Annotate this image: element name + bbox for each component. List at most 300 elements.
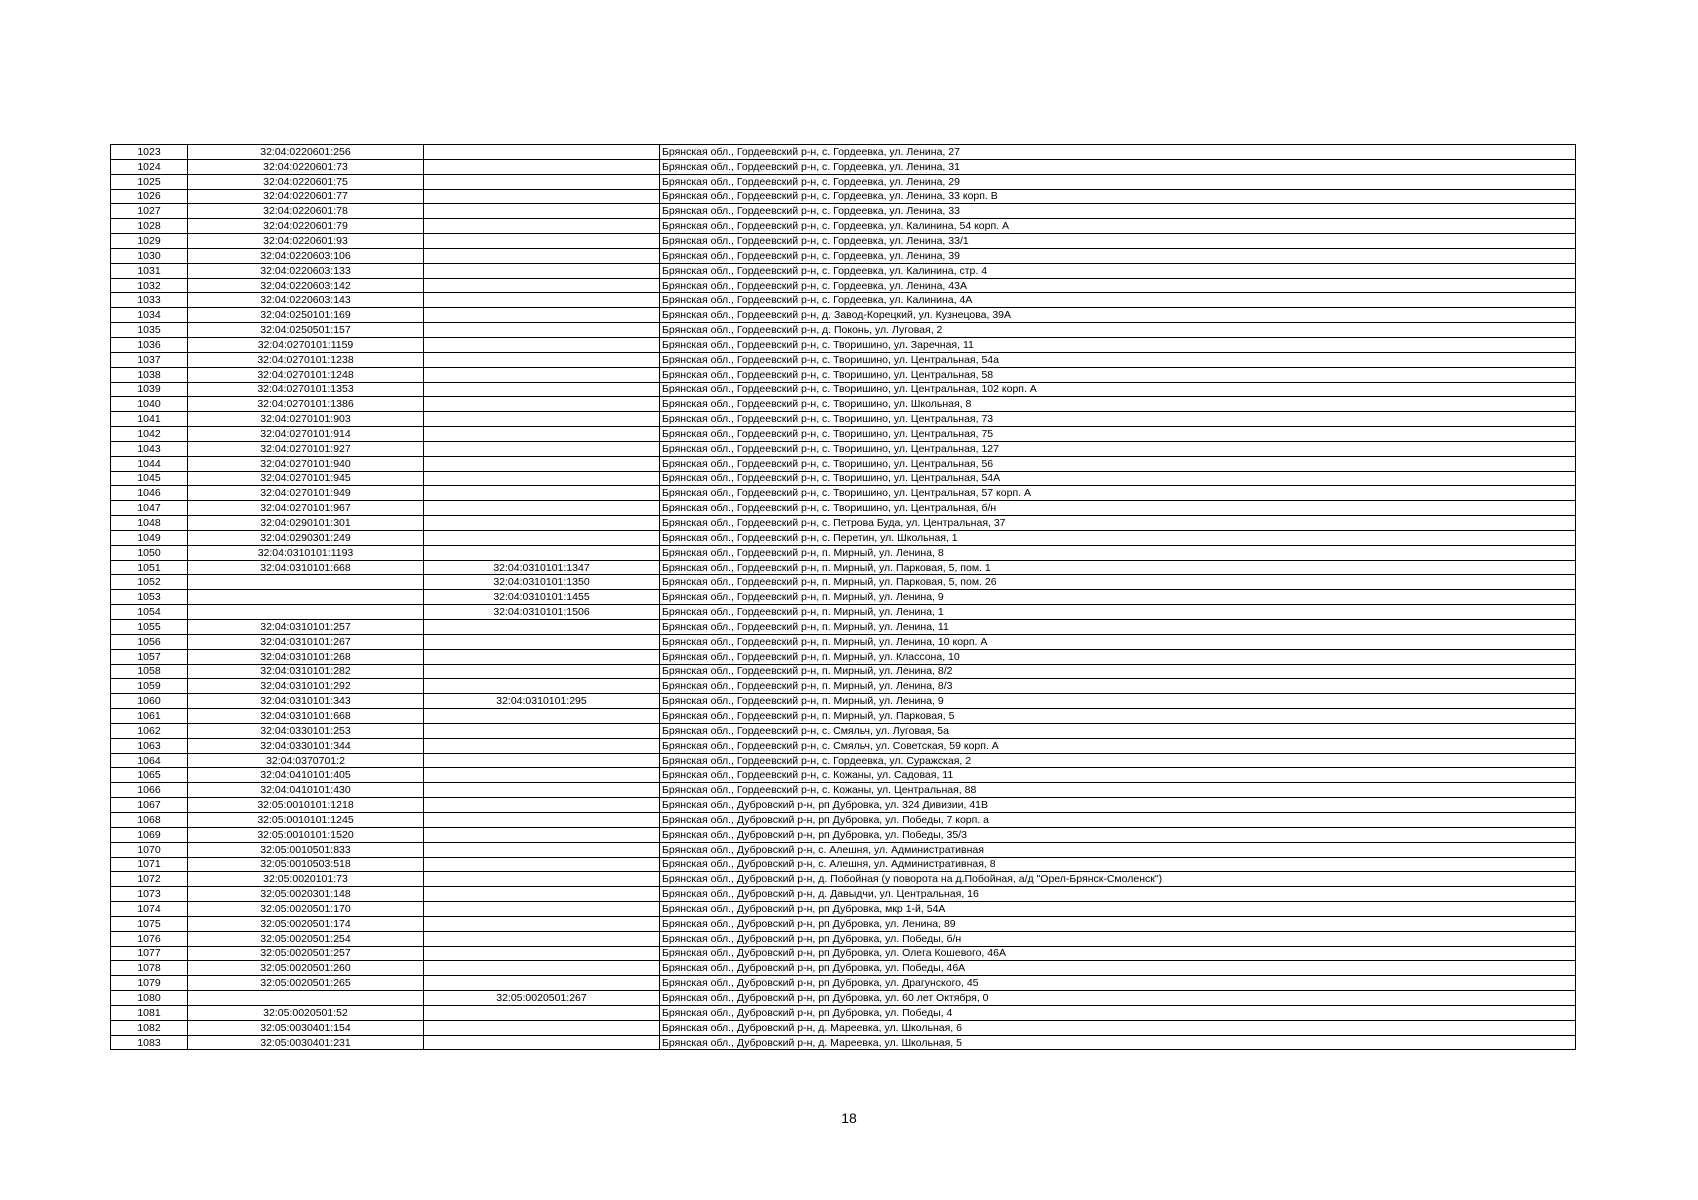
- table-row: [111, 337, 1576, 352]
- cadastral-number-cell: 32:04:0220603:106: [188, 248, 424, 263]
- table-row: [111, 679, 1576, 694]
- table-row: [111, 694, 1576, 709]
- address-cell: Брянская обл., Гордеевский р-н, п. Мирный, ул. Парковая, 5, пом. 26: [660, 575, 1576, 590]
- cadastral-number-cell: [188, 991, 424, 1006]
- row-number-cell: 1029: [111, 234, 188, 249]
- address-cell: Брянская обл., Гордеевский р-н, с. Творишино, ул. Центральная, 102 корп. А: [660, 382, 1576, 397]
- address-cell: Брянская обл., Дубровский р-н, рп Дубровка, мкр 1-й, 54А: [660, 902, 1576, 917]
- related-cadastral-number-cell: [424, 516, 660, 531]
- address-cell: Брянская обл., Гордеевский р-н, с. Гордеевка, ул. Ленина, 43А: [660, 278, 1576, 293]
- related-cadastral-number-cell: [424, 382, 660, 397]
- cadastral-number-cell: [188, 575, 424, 590]
- table-row: [111, 308, 1576, 323]
- table-row: [111, 397, 1576, 412]
- row-number-cell: 1062: [111, 723, 188, 738]
- address-cell: Брянская обл., Гордеевский р-н, п. Мирный, ул. Ленина, 8/3: [660, 679, 1576, 694]
- cadastral-number-cell: 32:05:0030401:154: [188, 1020, 424, 1035]
- address-cell: Брянская обл., Гордеевский р-н, с. Творишино, ул. Заречная, 11: [660, 337, 1576, 352]
- address-cell: Брянская обл., Дубровский р-н, рп Дубровка, ул. Олега Кошевого, 46А: [660, 946, 1576, 961]
- related-cadastral-number-cell: [424, 293, 660, 308]
- table-row: [111, 798, 1576, 813]
- row-number-cell: 1030: [111, 248, 188, 263]
- row-number-cell: 1070: [111, 842, 188, 857]
- address-cell: Брянская обл., Гордеевский р-н, с. Гордеевка, ул. Калинина, стр. 4: [660, 263, 1576, 278]
- table-row: [111, 753, 1576, 768]
- row-number-cell: 1074: [111, 902, 188, 917]
- cadastral-number-cell: 32:04:0410101:430: [188, 783, 424, 798]
- related-cadastral-number-cell: [424, 649, 660, 664]
- cadastral-number-cell: 32:05:0020301:148: [188, 887, 424, 902]
- row-number-cell: 1039: [111, 382, 188, 397]
- address-cell: Брянская обл., Гордеевский р-н, п. Мирный, ул. Ленина, 1: [660, 605, 1576, 620]
- related-cadastral-number-cell: [424, 946, 660, 961]
- row-number-cell: 1057: [111, 649, 188, 664]
- related-cadastral-number-cell: 32:04:0310101:1347: [424, 560, 660, 575]
- cadastral-number-cell: 32:04:0270101:903: [188, 412, 424, 427]
- cadastral-number-cell: 32:04:0310101:267: [188, 634, 424, 649]
- related-cadastral-number-cell: 32:04:0310101:1455: [424, 590, 660, 605]
- cadastral-number-cell: 32:05:0010503:518: [188, 857, 424, 872]
- related-cadastral-number-cell: [424, 471, 660, 486]
- cadastral-number-cell: 32:05:0020501:265: [188, 976, 424, 991]
- row-number-cell: 1067: [111, 798, 188, 813]
- related-cadastral-number-cell: [424, 976, 660, 991]
- table-row: [111, 545, 1576, 560]
- address-cell: Брянская обл., Дубровский р-н, рп Дубровка, ул. 60 лет Октября, 0: [660, 991, 1576, 1006]
- cadastral-number-cell: 32:04:0270101:945: [188, 471, 424, 486]
- address-cell: Брянская обл., Гордеевский р-н, с. Смяльч, ул. Советская, 59 корп. А: [660, 738, 1576, 753]
- related-cadastral-number-cell: [424, 486, 660, 501]
- table-row: [111, 145, 1576, 160]
- related-cadastral-number-cell: [424, 367, 660, 382]
- cadastral-number-cell: 32:04:0370701:2: [188, 753, 424, 768]
- cadastral-number-cell: 32:05:0020501:254: [188, 931, 424, 946]
- row-number-cell: 1043: [111, 441, 188, 456]
- row-number-cell: 1071: [111, 857, 188, 872]
- address-cell: Брянская обл., Гордеевский р-н, п. Мирный, ул. Ленина, 11: [660, 620, 1576, 635]
- table-row: [111, 887, 1576, 902]
- row-number-cell: 1066: [111, 783, 188, 798]
- related-cadastral-number-cell: [424, 961, 660, 976]
- cadastral-number-cell: 32:04:0310101:268: [188, 649, 424, 664]
- related-cadastral-number-cell: [424, 827, 660, 842]
- address-cell: Брянская обл., Гордеевский р-н, с. Творишино, ул. Центральная, б/н: [660, 501, 1576, 516]
- cadastral-number-cell: 32:04:0270101:1159: [188, 337, 424, 352]
- address-cell: Брянская обл., Дубровский р-н, с. Алешня, ул. Административная, 8: [660, 857, 1576, 872]
- cadastral-number-cell: 32:05:0010101:1218: [188, 798, 424, 813]
- related-cadastral-number-cell: [424, 709, 660, 724]
- cadastral-number-cell: 32:04:0330101:344: [188, 738, 424, 753]
- related-cadastral-number-cell: [424, 1035, 660, 1050]
- related-cadastral-number-cell: [424, 738, 660, 753]
- table-row: [111, 827, 1576, 842]
- related-cadastral-number-cell: 32:04:0310101:1350: [424, 575, 660, 590]
- related-cadastral-number-cell: [424, 323, 660, 338]
- address-cell: Брянская обл., Гордеевский р-н, с. Гордеевка, ул. Ленина, 33 корп. В: [660, 189, 1576, 204]
- row-number-cell: 1044: [111, 456, 188, 471]
- table-row: [111, 471, 1576, 486]
- row-number-cell: 1042: [111, 427, 188, 442]
- table-row: [111, 278, 1576, 293]
- row-number-cell: 1054: [111, 605, 188, 620]
- row-number-cell: 1031: [111, 263, 188, 278]
- address-cell: Брянская обл., Гордеевский р-н, с. Перетин, ул. Школьная, 1: [660, 530, 1576, 545]
- address-cell: Брянская обл., Гордеевский р-н, с. Гордеевка, ул. Ленина, 33/1: [660, 234, 1576, 249]
- address-cell: Брянская обл., Гордеевский р-н, с. Творишино, ул. Центральная, 54А: [660, 471, 1576, 486]
- row-number-cell: 1045: [111, 471, 188, 486]
- related-cadastral-number-cell: 32:04:0310101:1506: [424, 605, 660, 620]
- related-cadastral-number-cell: [424, 337, 660, 352]
- related-cadastral-number-cell: [424, 352, 660, 367]
- cadastral-number-cell: 32:04:0310101:343: [188, 694, 424, 709]
- cadastral-number-cell: 32:04:0220601:77: [188, 189, 424, 204]
- address-cell: Брянская обл., Дубровский р-н, рп Дубровка, ул. Победы, 4: [660, 1005, 1576, 1020]
- table-row: [111, 293, 1576, 308]
- related-cadastral-number-cell: [424, 248, 660, 263]
- row-number-cell: 1060: [111, 694, 188, 709]
- row-number-cell: 1079: [111, 976, 188, 991]
- table-row: [111, 248, 1576, 263]
- cadastral-number-cell: 32:05:0010101:1245: [188, 812, 424, 827]
- related-cadastral-number-cell: [424, 189, 660, 204]
- row-number-cell: 1053: [111, 590, 188, 605]
- table-row: [111, 605, 1576, 620]
- table-row: [111, 189, 1576, 204]
- table-row: [111, 738, 1576, 753]
- address-cell: Брянская обл., Гордеевский р-н, п. Мирный, ул. Ленина, 8: [660, 545, 1576, 560]
- cadastral-number-cell: 32:04:0220601:73: [188, 159, 424, 174]
- cadastral-number-cell: 32:04:0270101:967: [188, 501, 424, 516]
- related-cadastral-number-cell: [424, 664, 660, 679]
- row-number-cell: 1038: [111, 367, 188, 382]
- cadastral-number-cell: 32:04:0270101:1353: [188, 382, 424, 397]
- address-cell: Брянская обл., Дубровский р-н, д. Побойная (у поворота на д.Побойная, а/д "Орел-Брянск-Смоленск"): [660, 872, 1576, 887]
- address-cell: Брянская обл., Гордеевский р-н, с. Гордеевка, ул. Ленина, 27: [660, 145, 1576, 160]
- address-cell: Брянская обл., Гордеевский р-н, с. Творишино, ул. Центральная, 58: [660, 367, 1576, 382]
- row-number-cell: 1036: [111, 337, 188, 352]
- related-cadastral-number-cell: [424, 174, 660, 189]
- table-row: [111, 946, 1576, 961]
- related-cadastral-number-cell: [424, 872, 660, 887]
- table-row: [111, 590, 1576, 605]
- table-row: [111, 352, 1576, 367]
- table-row: [111, 842, 1576, 857]
- related-cadastral-number-cell: [424, 723, 660, 738]
- address-cell: Брянская обл., Гордеевский р-н, с. Гордеевка, ул. Ленина, 29: [660, 174, 1576, 189]
- table-row: [111, 709, 1576, 724]
- cadastral-number-cell: 32:04:0290301:249: [188, 530, 424, 545]
- address-cell: Брянская обл., Гордеевский р-н, с. Гордеевка, ул. Суражская, 2: [660, 753, 1576, 768]
- row-number-cell: 1076: [111, 931, 188, 946]
- address-cell: Брянская обл., Дубровский р-н, рп Дубровка, ул. Победы, б/н: [660, 931, 1576, 946]
- table-row: [111, 560, 1576, 575]
- address-cell: Брянская обл., Гордеевский р-н, п. Мирный, ул. Парковая, 5: [660, 709, 1576, 724]
- row-number-cell: 1063: [111, 738, 188, 753]
- related-cadastral-number-cell: [424, 798, 660, 813]
- address-cell: Брянская обл., Гордеевский р-н, с. Гордеевка, ул. Ленина, 39: [660, 248, 1576, 263]
- table-row: [111, 872, 1576, 887]
- address-cell: Брянская обл., Гордеевский р-н, с. Творишино, ул. Центральная, 57 корп. А: [660, 486, 1576, 501]
- table-row: [111, 976, 1576, 991]
- address-cell: Брянская обл., Гордеевский р-н, с. Творишино, ул. Центральная, 73: [660, 412, 1576, 427]
- cadastral-number-cell: 32:05:0020101:73: [188, 872, 424, 887]
- table-row: [111, 501, 1576, 516]
- address-cell: Брянская обл., Дубровский р-н, рп Дубровка, ул. Ленина, 89: [660, 916, 1576, 931]
- address-cell: Брянская обл., Дубровский р-н, рп Дубровка, ул. Победы, 46А: [660, 961, 1576, 976]
- cadastral-number-cell: 32:04:0410101:405: [188, 768, 424, 783]
- address-cell: Брянская обл., Гордеевский р-н, с. Петрова Буда, ул. Центральная, 37: [660, 516, 1576, 531]
- related-cadastral-number-cell: [424, 308, 660, 323]
- row-number-cell: 1032: [111, 278, 188, 293]
- row-number-cell: 1049: [111, 530, 188, 545]
- row-number-cell: 1024: [111, 159, 188, 174]
- cadastral-number-cell: 32:05:0020501:260: [188, 961, 424, 976]
- row-number-cell: 1050: [111, 545, 188, 560]
- row-number-cell: 1028: [111, 219, 188, 234]
- table-row: [111, 857, 1576, 872]
- related-cadastral-number-cell: [424, 931, 660, 946]
- cadastral-number-cell: 32:04:0310101:1193: [188, 545, 424, 560]
- row-number-cell: 1034: [111, 308, 188, 323]
- address-cell: Брянская обл., Гордеевский р-н, с. Творишино, ул. Центральная, 56: [660, 456, 1576, 471]
- table-row: [111, 812, 1576, 827]
- row-number-cell: 1056: [111, 634, 188, 649]
- cadastral-number-cell: 32:04:0220601:75: [188, 174, 424, 189]
- row-number-cell: 1052: [111, 575, 188, 590]
- related-cadastral-number-cell: [424, 145, 660, 160]
- address-cell: Брянская обл., Дубровский р-н, с. Алешня, ул. Административная: [660, 842, 1576, 857]
- address-cell: Брянская обл., Дубровский р-н, рп Дубровка, ул. Победы, 7 корп. а: [660, 812, 1576, 827]
- table-row: [111, 516, 1576, 531]
- row-number-cell: 1026: [111, 189, 188, 204]
- cadastral-number-cell: 32:04:0310101:257: [188, 620, 424, 635]
- related-cadastral-number-cell: [424, 204, 660, 219]
- table-row: [111, 1020, 1576, 1035]
- address-cell: Брянская обл., Гордеевский р-н, д. Завод-Корецкий, ул. Кузнецова, 39А: [660, 308, 1576, 323]
- address-cell: Брянская обл., Гордеевский р-н, с. Смяльч, ул. Луговая, 5а: [660, 723, 1576, 738]
- table-row: [111, 1035, 1576, 1050]
- address-cell: Брянская обл., Гордеевский р-н, с. Кожаны, ул. Садовая, 11: [660, 768, 1576, 783]
- related-cadastral-number-cell: [424, 902, 660, 917]
- row-number-cell: 1069: [111, 827, 188, 842]
- related-cadastral-number-cell: [424, 427, 660, 442]
- table-row: [111, 634, 1576, 649]
- cadastral-number-cell: 32:04:0290101:301: [188, 516, 424, 531]
- address-cell: Брянская обл., Дубровский р-н, д. Мареевка, ул. Школьная, 6: [660, 1020, 1576, 1035]
- related-cadastral-number-cell: [424, 263, 660, 278]
- table-row: [111, 916, 1576, 931]
- address-cell: Брянская обл., Гордеевский р-н, с. Творишино, ул. Центральная, 75: [660, 427, 1576, 442]
- table-row: [111, 723, 1576, 738]
- property-registry-table: [110, 144, 1576, 1050]
- table-row: [111, 456, 1576, 471]
- cadastral-number-cell: 32:04:0270101:1248: [188, 367, 424, 382]
- address-cell: Брянская обл., Гордеевский р-н, п. Мирный, ул. Ленина, 8/2: [660, 664, 1576, 679]
- address-cell: Брянская обл., Гордеевский р-н, п. Мирный, ул. Ленина, 9: [660, 590, 1576, 605]
- address-cell: Брянская обл., Гордеевский р-н, п. Мирный, ул. Парковая, 5, пом. 1: [660, 560, 1576, 575]
- cadastral-number-cell: 32:04:0220603:143: [188, 293, 424, 308]
- cadastral-number-cell: 32:04:0220601:79: [188, 219, 424, 234]
- table-row: [111, 575, 1576, 590]
- cadastral-number-cell: 32:05:0020501:257: [188, 946, 424, 961]
- related-cadastral-number-cell: [424, 679, 660, 694]
- cadastral-number-cell: 32:04:0220603:133: [188, 263, 424, 278]
- table-row: [111, 902, 1576, 917]
- row-number-cell: 1078: [111, 961, 188, 976]
- related-cadastral-number-cell: [424, 530, 660, 545]
- related-cadastral-number-cell: [424, 278, 660, 293]
- related-cadastral-number-cell: [424, 887, 660, 902]
- related-cadastral-number-cell: [424, 456, 660, 471]
- related-cadastral-number-cell: [424, 1020, 660, 1035]
- related-cadastral-number-cell: [424, 620, 660, 635]
- table-row: [111, 204, 1576, 219]
- cadastral-number-cell: 32:04:0250501:157: [188, 323, 424, 338]
- table-row: [111, 367, 1576, 382]
- row-number-cell: 1083: [111, 1035, 188, 1050]
- row-number-cell: 1064: [111, 753, 188, 768]
- cadastral-number-cell: 32:04:0270101:949: [188, 486, 424, 501]
- table-row: [111, 620, 1576, 635]
- row-number-cell: 1046: [111, 486, 188, 501]
- cadastral-number-cell: 32:05:0020501:52: [188, 1005, 424, 1020]
- row-number-cell: 1027: [111, 204, 188, 219]
- page-number: 18: [841, 1110, 857, 1126]
- related-cadastral-number-cell: [424, 234, 660, 249]
- related-cadastral-number-cell: [424, 1005, 660, 1020]
- row-number-cell: 1037: [111, 352, 188, 367]
- related-cadastral-number-cell: [424, 159, 660, 174]
- cadastral-number-cell: 32:04:0220601:78: [188, 204, 424, 219]
- cadastral-number-cell: 32:05:0030401:231: [188, 1035, 424, 1050]
- related-cadastral-number-cell: [424, 753, 660, 768]
- row-number-cell: 1059: [111, 679, 188, 694]
- related-cadastral-number-cell: [424, 916, 660, 931]
- related-cadastral-number-cell: [424, 857, 660, 872]
- row-number-cell: 1023: [111, 145, 188, 160]
- related-cadastral-number-cell: [424, 634, 660, 649]
- related-cadastral-number-cell: [424, 812, 660, 827]
- address-cell: Брянская обл., Гордеевский р-н, д. Поконь, ул. Луговая, 2: [660, 323, 1576, 338]
- row-number-cell: 1077: [111, 946, 188, 961]
- table-row: [111, 486, 1576, 501]
- table-row: [111, 961, 1576, 976]
- row-number-cell: 1061: [111, 709, 188, 724]
- row-number-cell: 1047: [111, 501, 188, 516]
- address-cell: Брянская обл., Гордеевский р-н, с. Гордеевка, ул. Калинина, 4А: [660, 293, 1576, 308]
- table-row: [111, 530, 1576, 545]
- registry-table-body: [111, 145, 1576, 1050]
- cadastral-number-cell: 32:04:0270101:940: [188, 456, 424, 471]
- related-cadastral-number-cell: [424, 219, 660, 234]
- related-cadastral-number-cell: [424, 842, 660, 857]
- table-row: [111, 159, 1576, 174]
- cadastral-number-cell: 32:04:0310101:668: [188, 709, 424, 724]
- table-row: [111, 768, 1576, 783]
- address-cell: Брянская обл., Гордеевский р-н, с. Творишино, ул. Центральная, 54а: [660, 352, 1576, 367]
- related-cadastral-number-cell: 32:05:0020501:267: [424, 991, 660, 1006]
- cadastral-number-cell: 32:04:0310101:292: [188, 679, 424, 694]
- row-number-cell: 1041: [111, 412, 188, 427]
- address-cell: Брянская обл., Гордеевский р-н, п. Мирный, ул. Классона, 10: [660, 649, 1576, 664]
- row-number-cell: 1073: [111, 887, 188, 902]
- row-number-cell: 1058: [111, 664, 188, 679]
- row-number-cell: 1075: [111, 916, 188, 931]
- row-number-cell: 1082: [111, 1020, 188, 1035]
- table-row: [111, 263, 1576, 278]
- table-row: [111, 783, 1576, 798]
- cadastral-number-cell: 32:04:0220601:256: [188, 145, 424, 160]
- cadastral-number-cell: 32:05:0020501:170: [188, 902, 424, 917]
- related-cadastral-number-cell: [424, 501, 660, 516]
- row-number-cell: 1080: [111, 991, 188, 1006]
- address-cell: Брянская обл., Гордеевский р-н, с. Гордеевка, ул. Калинина, 54 корп. А: [660, 219, 1576, 234]
- table-row: [111, 664, 1576, 679]
- row-number-cell: 1048: [111, 516, 188, 531]
- table-row: [111, 427, 1576, 442]
- row-number-cell: 1055: [111, 620, 188, 635]
- related-cadastral-number-cell: [424, 441, 660, 456]
- cadastral-number-cell: 32:05:0010101:1520: [188, 827, 424, 842]
- address-cell: Брянская обл., Дубровский р-н, рп Дубровка, ул. Победы, 35/3: [660, 827, 1576, 842]
- row-number-cell: 1068: [111, 812, 188, 827]
- address-cell: Брянская обл., Дубровский р-н, рп Дубровка, ул. Драгунского, 45: [660, 976, 1576, 991]
- row-number-cell: 1035: [111, 323, 188, 338]
- table-row: [111, 931, 1576, 946]
- address-cell: Брянская обл., Гордеевский р-н, с. Творишино, ул. Центральная, 127: [660, 441, 1576, 456]
- cadastral-number-cell: 32:04:0270101:927: [188, 441, 424, 456]
- cadastral-number-cell: 32:05:0010501:833: [188, 842, 424, 857]
- cadastral-number-cell: 32:04:0250101:169: [188, 308, 424, 323]
- row-number-cell: 1072: [111, 872, 188, 887]
- table-row: [111, 649, 1576, 664]
- related-cadastral-number-cell: [424, 783, 660, 798]
- row-number-cell: 1040: [111, 397, 188, 412]
- cadastral-number-cell: 32:04:0310101:668: [188, 560, 424, 575]
- related-cadastral-number-cell: [424, 545, 660, 560]
- cadastral-number-cell: 32:04:0330101:253: [188, 723, 424, 738]
- table-row: [111, 234, 1576, 249]
- cadastral-number-cell: 32:05:0020501:174: [188, 916, 424, 931]
- address-cell: Брянская обл., Дубровский р-н, д. Давыдчи, ул. Центральная, 16: [660, 887, 1576, 902]
- cadastral-number-cell: [188, 605, 424, 620]
- table-row: [111, 1005, 1576, 1020]
- cadastral-number-cell: 32:04:0270101:914: [188, 427, 424, 442]
- address-cell: Брянская обл., Дубровский р-н, д. Мареевка, ул. Школьная, 5: [660, 1035, 1576, 1050]
- cadastral-number-cell: 32:04:0310101:282: [188, 664, 424, 679]
- related-cadastral-number-cell: [424, 412, 660, 427]
- table-row: [111, 323, 1576, 338]
- cadastral-number-cell: 32:04:0220603:142: [188, 278, 424, 293]
- cadastral-number-cell: 32:04:0270101:1386: [188, 397, 424, 412]
- address-cell: Брянская обл., Гордеевский р-н, п. Мирный, ул. Ленина, 9: [660, 694, 1576, 709]
- row-number-cell: 1033: [111, 293, 188, 308]
- row-number-cell: 1051: [111, 560, 188, 575]
- address-cell: Брянская обл., Гордеевский р-н, с. Гордеевка, ул. Ленина, 33: [660, 204, 1576, 219]
- address-cell: Брянская обл., Гордеевский р-н, с. Творишино, ул. Школьная, 8: [660, 397, 1576, 412]
- table-row: [111, 412, 1576, 427]
- row-number-cell: 1025: [111, 174, 188, 189]
- table-row: [111, 991, 1576, 1006]
- row-number-cell: 1065: [111, 768, 188, 783]
- related-cadastral-number-cell: [424, 397, 660, 412]
- table-row: [111, 219, 1576, 234]
- address-cell: Брянская обл., Дубровский р-н, рп Дубровка, ул. 324 Дивизии, 41В: [660, 798, 1576, 813]
- related-cadastral-number-cell: 32:04:0310101:295: [424, 694, 660, 709]
- address-cell: Брянская обл., Гордеевский р-н, с. Кожаны, ул. Центральная, 88: [660, 783, 1576, 798]
- related-cadastral-number-cell: [424, 768, 660, 783]
- table-row: [111, 382, 1576, 397]
